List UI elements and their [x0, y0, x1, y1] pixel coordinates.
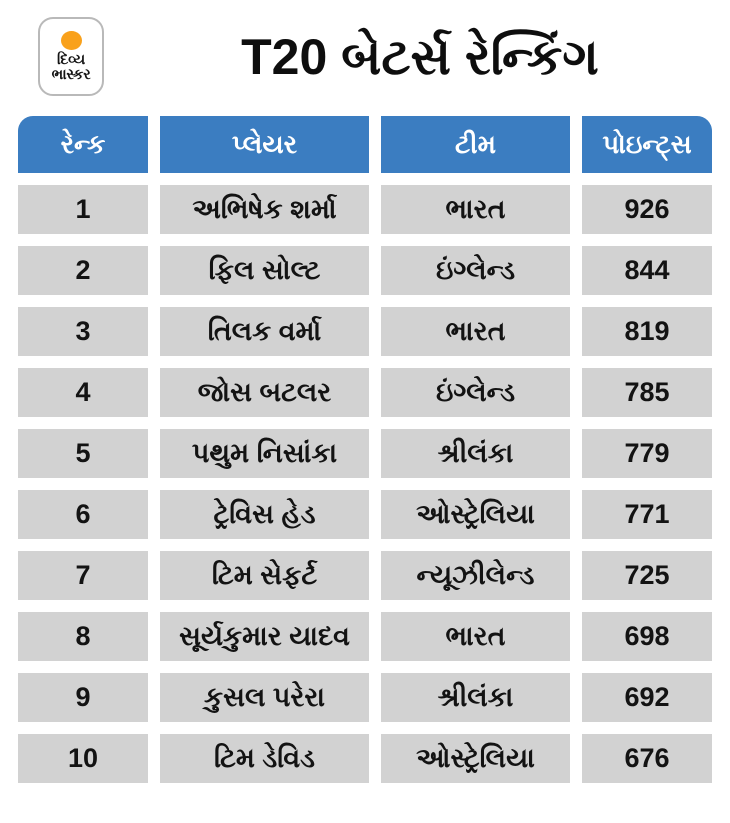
- cell-team: શ્રીલંકા: [381, 429, 570, 478]
- table-row: [18, 185, 712, 234]
- table-row: [18, 612, 712, 661]
- page-title: T20 બેટર્સ રેન્કિંગ: [241, 28, 599, 85]
- cell-player: ટિમ ડેવિડ: [160, 734, 369, 783]
- cell-points: 926: [582, 185, 712, 234]
- cell-team: ઓસ્ટ્રેલિયા: [381, 490, 570, 539]
- cell-points: 692: [582, 673, 712, 722]
- table-row: [18, 673, 712, 722]
- ranking-table: [18, 116, 712, 783]
- cell-rank: 10: [18, 734, 148, 783]
- cell-rank: 7: [18, 551, 148, 600]
- divya-bhaskar-logo: [38, 17, 104, 96]
- table-row: [18, 368, 712, 417]
- cell-team: શ્રીલંકા: [381, 673, 570, 722]
- cell-player: તિલક વર્મા: [160, 307, 369, 356]
- cell-points: 819: [582, 307, 712, 356]
- column-header-team: ટીમ: [381, 116, 570, 173]
- column-header-rank: રેન્ક: [18, 116, 148, 173]
- cell-team: ભારત: [381, 307, 570, 356]
- cell-points: 779: [582, 429, 712, 478]
- cell-points: 698: [582, 612, 712, 661]
- cell-player: સૂર્યકુમાર યાદવ: [160, 612, 369, 661]
- cell-rank: 8: [18, 612, 148, 661]
- logo-text-line2: ભાસ્કર: [51, 66, 91, 83]
- header-area: [0, 0, 730, 114]
- cell-team: ઇંગ્લેન્ડ: [381, 246, 570, 295]
- table-row: [18, 490, 712, 539]
- cell-player: પથુમ નિસાંકા: [160, 429, 369, 478]
- cell-team: ભારત: [381, 612, 570, 661]
- cell-rank: 2: [18, 246, 148, 295]
- cell-rank: 4: [18, 368, 148, 417]
- cell-points: 725: [582, 551, 712, 600]
- cell-points: 771: [582, 490, 712, 539]
- table-row: [18, 307, 712, 356]
- cell-player: ટિમ સેફર્ટ: [160, 551, 369, 600]
- cell-rank: 3: [18, 307, 148, 356]
- cell-player: ફિલ સોલ્ટ: [160, 246, 369, 295]
- table-row: [18, 551, 712, 600]
- cell-points: 785: [582, 368, 712, 417]
- table-header-row: [18, 116, 712, 173]
- cell-rank: 9: [18, 673, 148, 722]
- table-row: [18, 734, 712, 783]
- cell-team: ઓસ્ટ્રેલિયા: [381, 734, 570, 783]
- column-header-player: પ્લેયર: [160, 116, 369, 173]
- table-row: [18, 429, 712, 478]
- sun-icon: [61, 31, 82, 50]
- cell-points: 844: [582, 246, 712, 295]
- table-row: [18, 246, 712, 295]
- cell-player: ટ્રેવિસ હેડ: [160, 490, 369, 539]
- cell-player: અભિષેક શર્મા: [160, 185, 369, 234]
- cell-team: ન્યૂઝીલેન્ડ: [381, 551, 570, 600]
- table-body: [18, 185, 712, 783]
- cell-points: 676: [582, 734, 712, 783]
- cell-rank: 6: [18, 490, 148, 539]
- column-header-points: પોઇન્ટ્સ: [582, 116, 712, 173]
- cell-team: ભારત: [381, 185, 570, 234]
- cell-player: કુસલ પરેરા: [160, 673, 369, 722]
- logo-text-line1: દિવ્ય: [57, 51, 85, 68]
- cell-player: જોસ બટલર: [160, 368, 369, 417]
- cell-rank: 5: [18, 429, 148, 478]
- cell-team: ઇંગ્લેન્ડ: [381, 368, 570, 417]
- cell-rank: 1: [18, 185, 148, 234]
